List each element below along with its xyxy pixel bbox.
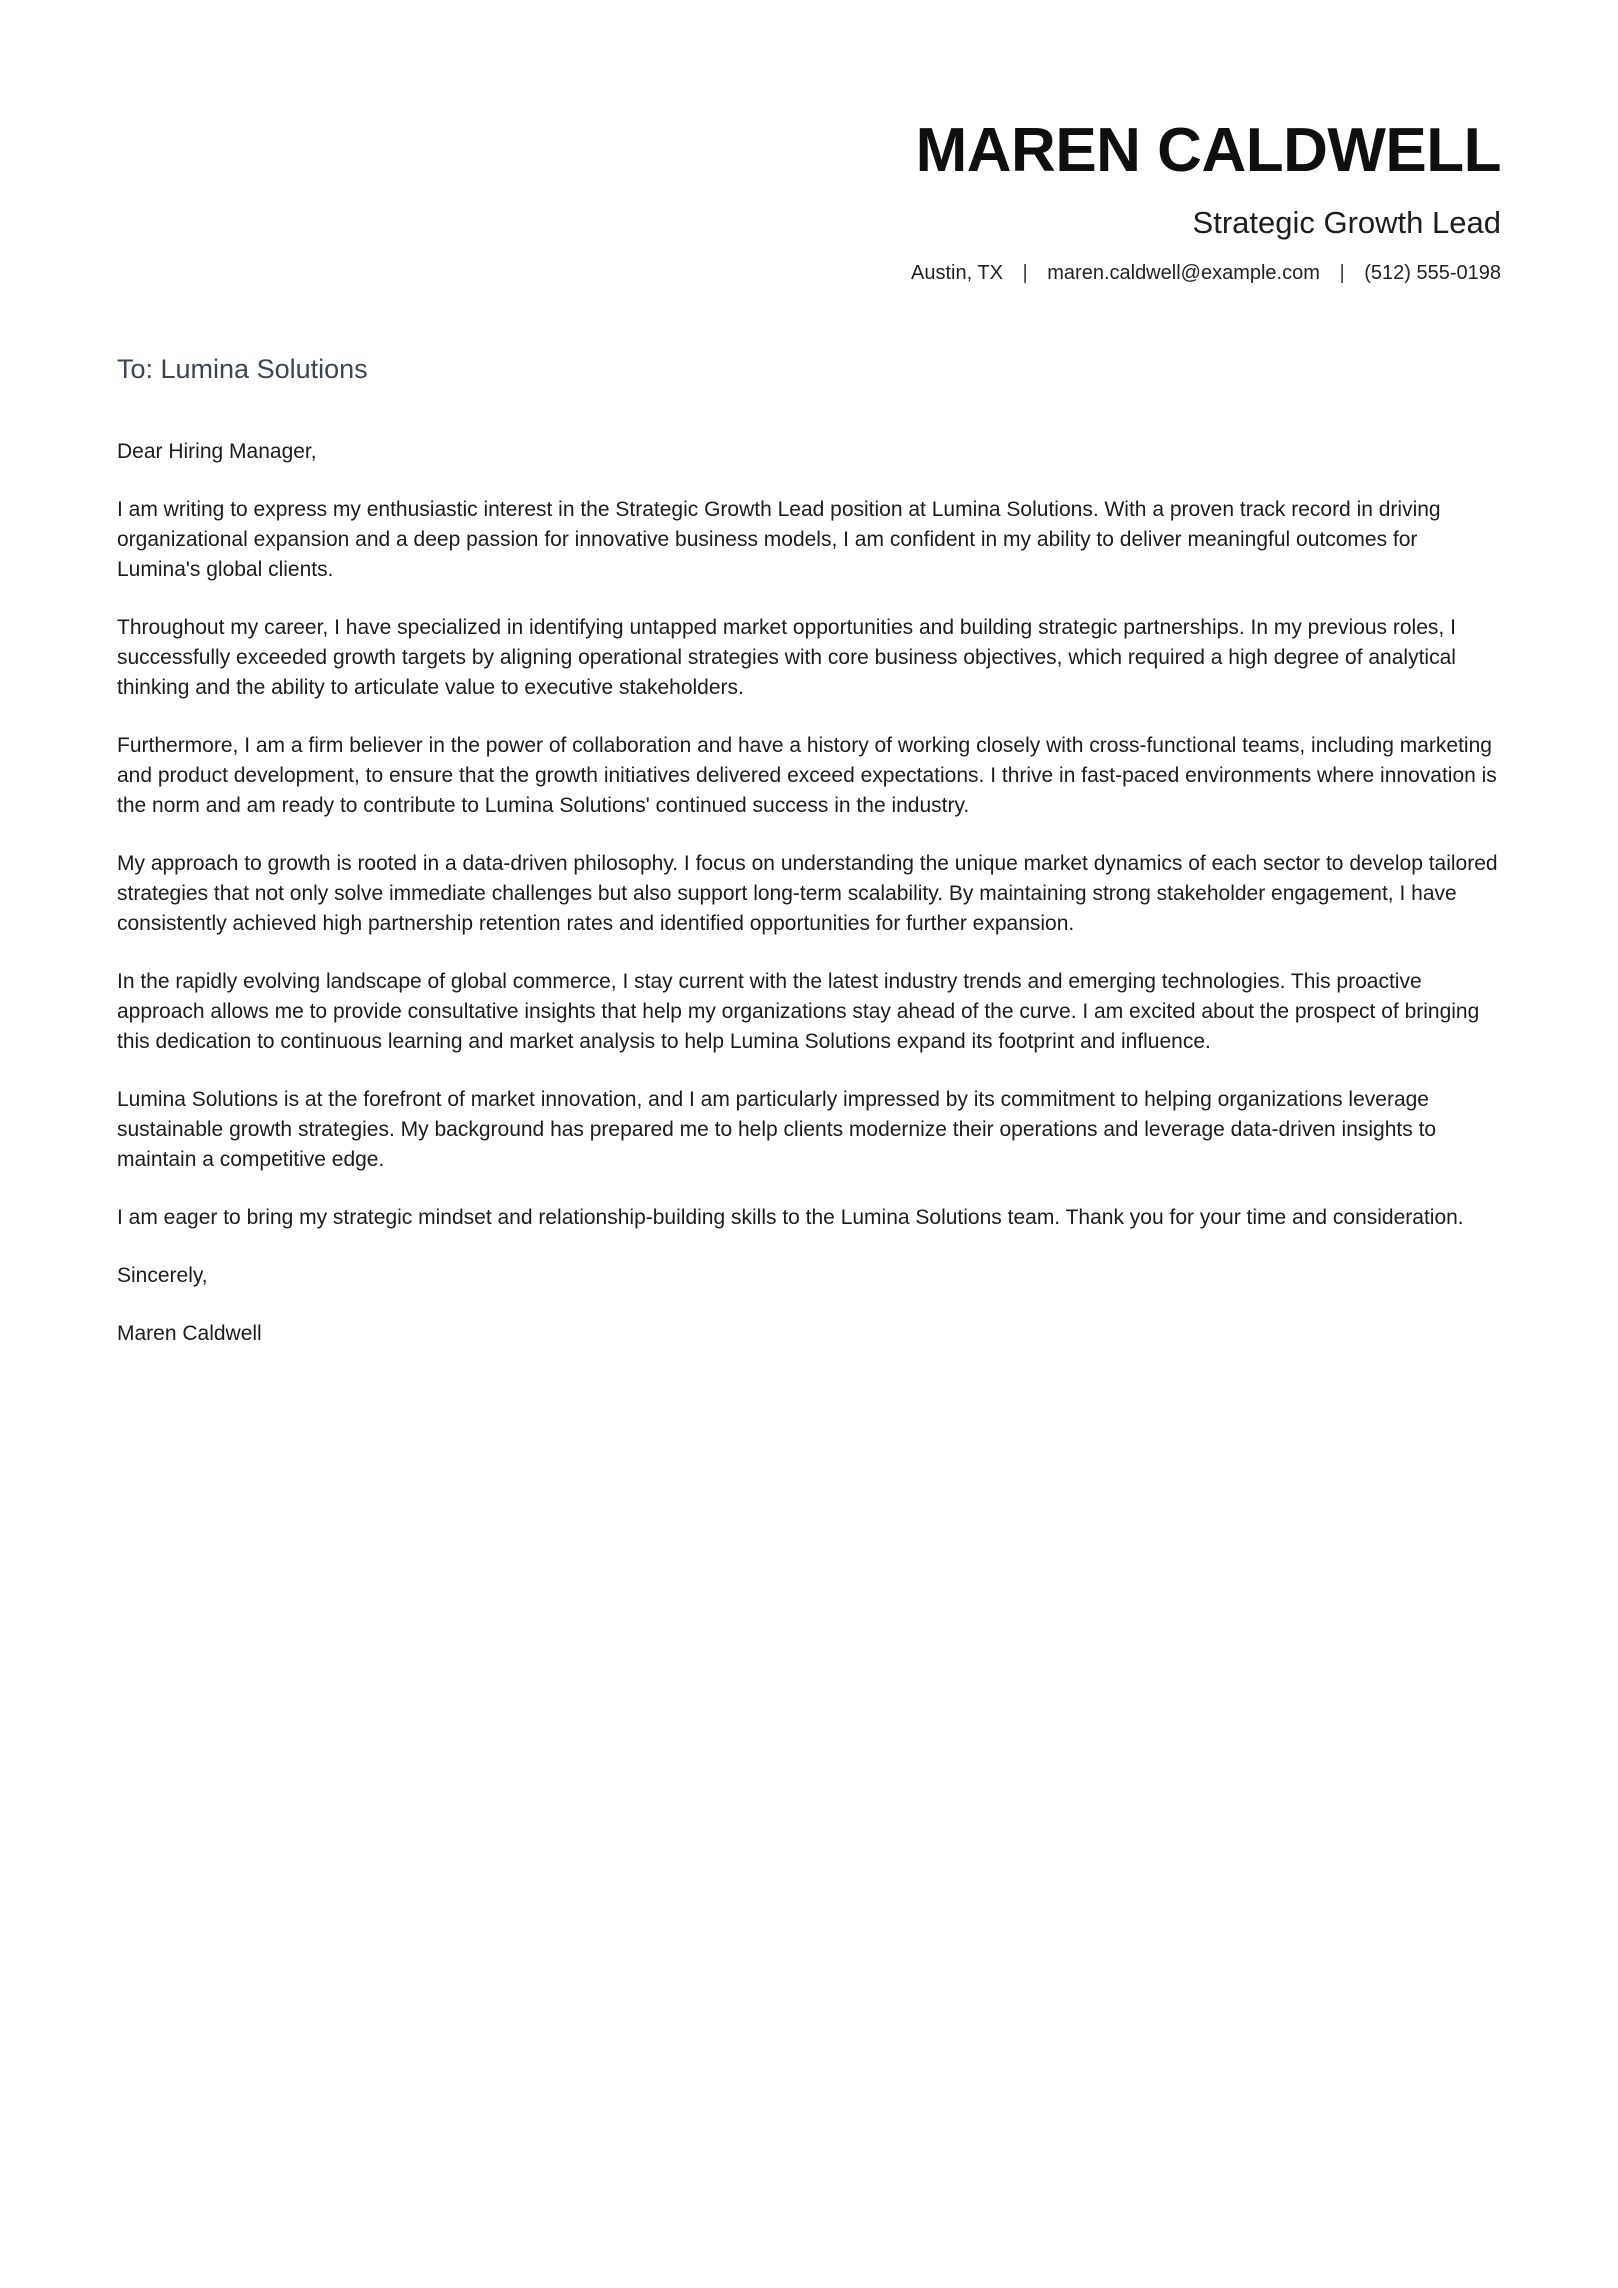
paragraph-collaboration: Furthermore, I am a firm believer in the power of collaboration and have a history of working closely with cross-functional teams, including marketing and product development, to ensure that the growth initiatives delivered exceed expectations. I thrive in fast-paced environments where innovation is the norm and am ready to contribute to Lumina Solutions' continued success in the industry. [117,734,1497,817]
contact-separator: | [1339,262,1345,284]
paragraph-career: Throughout my career, I have specialized in identifying untapped market opportunities and building strategic partnerships. In my previous roles, I successfully exceeded growth targets by aligning operational strategies with core business objectives, which required a high degree of analytical thinking and the ability to articulate value to executive stakeholders. [117,616,1456,699]
applicant-name: MAREN CALDWELL [915,116,1501,185]
letter-body [117,353,1501,1349]
contact-location: Austin, TX [911,262,1003,284]
paragraph-approach: My approach to growth is rooted in a data-driven philosophy. I focus on understanding the unique market dynamics of each sector to develop tailored strategies that not only solve immediate challenges but also support long-term scalability. By maintaining strong stakeholder engagement, I have consistently achieved high partnership retention rates and identified opportunities for further expansion. [117,852,1498,935]
contact-phone: (512) 555-0198 [1364,262,1501,284]
paragraph-intro: I am writing to express my enthusiastic interest in the Strategic Growth Lead position at Lumina Solutions. With a proven track record in driving organizational expansion and a deep passion for innovative business models, I am confident in my ability to deliver meaningful outcomes for Lumina's global clients. [117,498,1441,581]
signature: Maren Caldwell [117,1322,262,1345]
paragraph-thanks: I am eager to bring my strategic mindset and relationship-building skills to the Lumina Solutions team. Thank you for your time and consideration. [117,1206,1464,1229]
paragraph-company-praise: Lumina Solutions is at the forefront of market innovation, and I am particularly impressed by its commitment to helping organizations leverage sustainable growth strategies. My background has prepared me to help clients modernize their operations and leverage data-driven insights to maintain a competitive edge. [117,1088,1437,1171]
contact-line [117,261,1501,285]
recipient-line: To: Lumina Solutions [117,354,368,384]
letter-header [117,116,1501,285]
contact-separator: | [1022,262,1028,284]
applicant-job-title: Strategic Growth Lead [1192,205,1501,240]
paragraph-industry-trends: In the rapidly evolving landscape of global commerce, I stay current with the latest industry trends and emerging technologies. This proactive approach allows me to provide consultative insights that help my organizations stay ahead of the curve. I am excited about the prospect of bringing this dedication to continuous learning and market analysis to help Lumina Solutions expand its footprint and influence. [117,970,1480,1053]
contact-email: maren.caldwell@example.com [1047,262,1320,284]
closing: Sincerely, [117,1264,208,1287]
salutation: Dear Hiring Manager, [117,440,317,463]
